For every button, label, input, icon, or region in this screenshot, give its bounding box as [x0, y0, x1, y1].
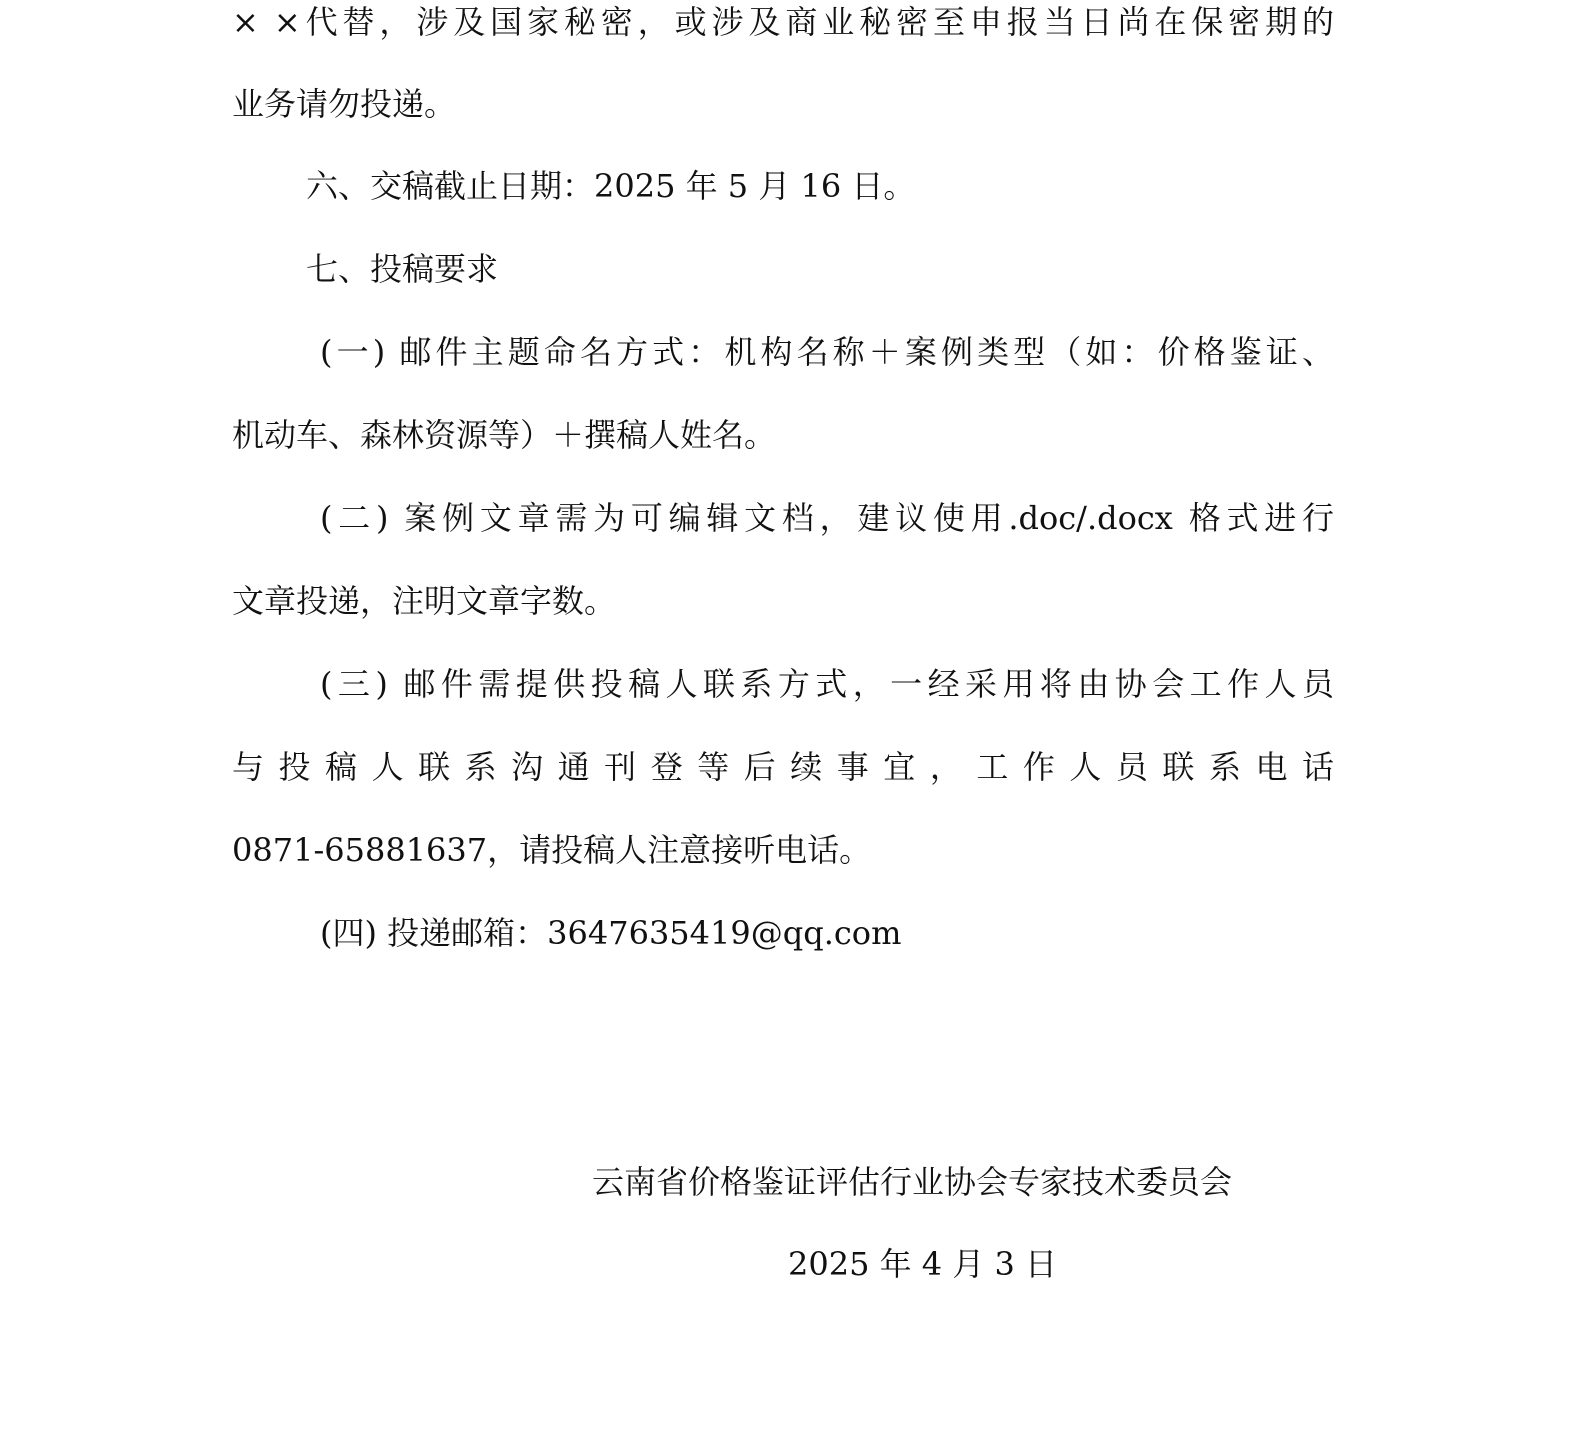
- requirement-three-line-end: 0871-65881637，请投稿人注意接听电话。: [232, 831, 872, 869]
- signature-date: 2025 年 4 月 3 日: [788, 1245, 1058, 1283]
- paragraph-line-confidentiality-end: 业务请勿投递。: [232, 85, 457, 123]
- requirement-four-email: (四) 投递邮箱：3647635419@qq.com: [320, 914, 902, 952]
- paragraph-line-confidentiality: × ×代替，涉及国家秘密，或涉及商业秘密至申报当日尚在保密期的: [232, 3, 1334, 41]
- requirement-two-line: (二) 案例文章需为可编辑文档，建议使用.doc/.docx 格式进行: [320, 499, 1334, 537]
- requirement-three-line: (三) 邮件需提供投稿人联系方式，一经采用将由协会工作人员: [320, 665, 1334, 703]
- section-seven-heading: 七、投稿要求: [306, 250, 499, 288]
- signature-organization: 云南省价格鉴证评估行业协会专家技术委员会: [592, 1163, 1233, 1201]
- requirement-one-line-end: 机动车、森林资源等）＋撰稿人姓名。: [232, 416, 777, 454]
- requirement-three-line-middle: 与投稿人联系沟通刊登等后续事宜，工作人员联系电话: [232, 748, 1334, 786]
- section-six-deadline: 六、交稿截止日期：2025 年 5 月 16 日。: [306, 167, 916, 205]
- requirement-one-line: (一) 邮件主题命名方式：机构名称＋案例类型（如：价格鉴证、: [320, 333, 1334, 371]
- requirement-two-line-end: 文章投递，注明文章字数。: [232, 582, 617, 620]
